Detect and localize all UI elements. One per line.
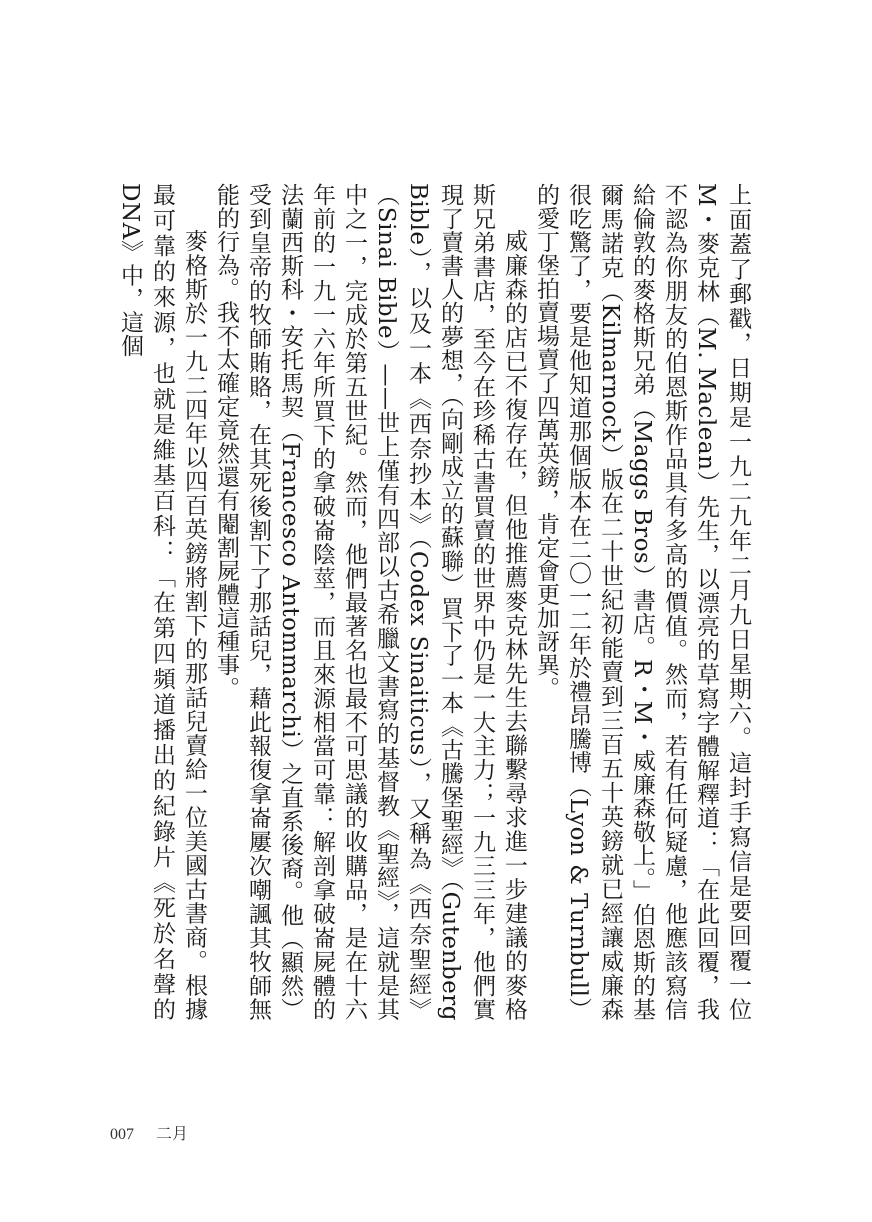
paragraph: 上面蓋了郵戳，日期是一九二九年二月九日星期六。這封手寫信是要回覆一位M・麥克林（M. Maclean）先生，以漂亮的草寫字體解釋道：「在此回覆，我不認為你朋友的伯恩斯作品具有多高的價值。然而，若有任何疑慮，他應該寫信給倫敦的麥格斯兄弟（Maggs Bros）書店。R・M・威廉森敬上。」伯恩斯的基爾馬諾克（Kilmarnock）版在二十世紀初能賣到三百五十英鎊就已經讓威廉森很吃驚了，要是他知道那個版本在二〇一二年於禮昂騰博（Lyon & Turnbull）的愛丁堡拍賣場賣了四萬英鎊，肯定會更加訝異。 [533,183,751,1021]
body-text [117,183,754,1021]
paragraph: 麥格斯於一九二四年以四百英鎊將割下的那話兒賣給一位美國古書商。根據最可靠的來源，也就是維基百科：「在第四頻道播出的紀錄片《死於名聲的DNA》中，這個 [117,183,207,1021]
page-number: 007 [110,1126,134,1143]
page-footer [110,1121,210,1144]
section-title: 二月 [156,1126,189,1143]
paragraph: 威廉森的店已不復存在，但他推薦麥克林先生去聯繫尋求進一步建議的麥格斯兄弟書店，至今在珍稀古書買賣的世界中仍是一大主力；一九三三年，他們實現了賣書人的夢想，（向剛成立的蘇聯）買下了一本《古騰堡聖經》（Gutenberg Bible），以及一本《西奈抄本》（Codex Sinaiticus），又稱為《西奈聖經》（Sinai Bible）——世上僅有四部以古希臘文書寫的基督教《聖經》，這就是其中之一，完成於第五世紀。然而，他們最著名也最不可思議的收購品，是在十六年前的一九一六年所買下的拿破崙陰莖，而且來源相當可靠：解剖拿破崙屍體的法蘭西斯科・安托馬契（Francesco Antommarchi）之直系後裔。他（顯然）受到皇帝的牧師賄賂，在其死後割下了那話兒，藉此報復拿崙屢次嘲諷其牧師無能的行為。我不太確定竟然還有閹割屍體這種事。 [213,183,527,1021]
